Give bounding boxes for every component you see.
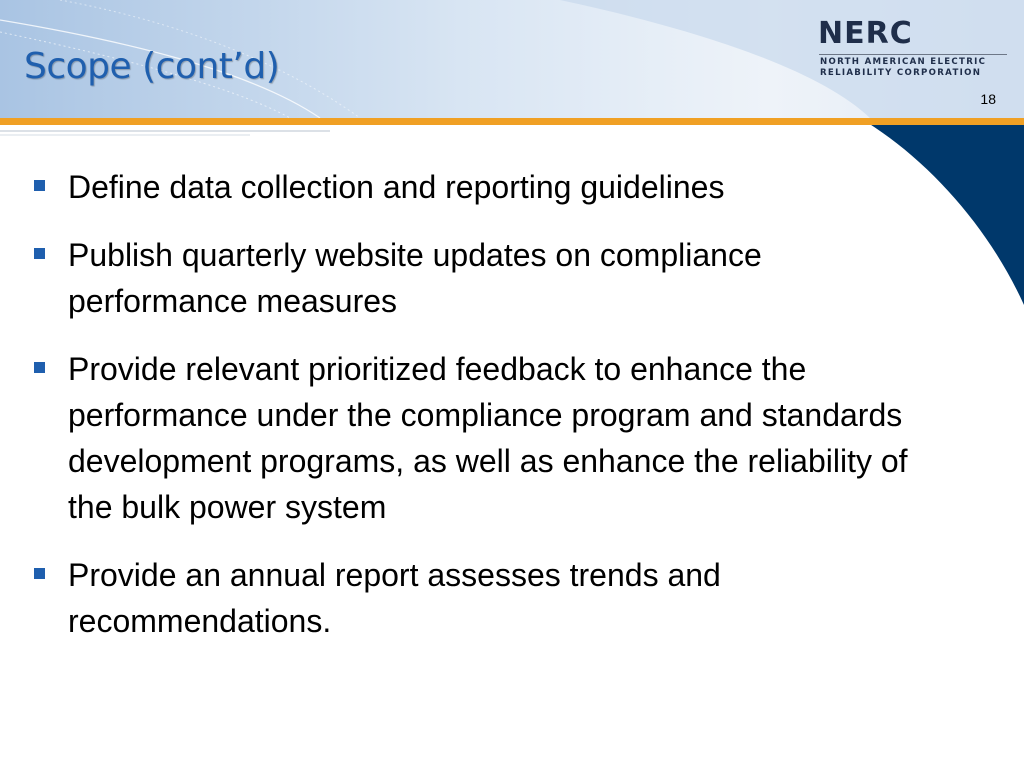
square-bullet-icon (34, 568, 45, 579)
bullet-text: Provide relevant prioritized feedback to enhance the performance under the compliance program and standards development programs, as well as enhance the reliability of the bulk power system (68, 351, 908, 525)
orange-bar (0, 118, 1024, 125)
page-number: 18 (980, 91, 996, 107)
square-bullet-icon (34, 362, 45, 373)
bullet-text: Provide an annual report assesses trends and recommendations. (68, 557, 721, 639)
square-bullet-icon (34, 180, 45, 191)
bullet-item (30, 346, 950, 530)
logo-divider (819, 54, 1007, 55)
logo-line-2: RELIABILITY CORPORATION (820, 68, 982, 78)
bullet-item (30, 164, 950, 210)
slide-title: Scope (cont’d) (24, 46, 280, 87)
bullet-text: Publish quarterly website updates on compliance performance measures (68, 237, 762, 319)
bullet-text: Define data collection and reporting guidelines (68, 169, 725, 205)
bullet-list (30, 164, 950, 666)
square-bullet-icon (34, 248, 45, 259)
bullet-item (30, 232, 950, 324)
logo-wordmark: NERC (818, 16, 913, 51)
logo-line-1: NORTH AMERICAN ELECTRIC (820, 57, 987, 67)
nerc-logo (818, 18, 1014, 78)
bullet-item (30, 552, 950, 644)
